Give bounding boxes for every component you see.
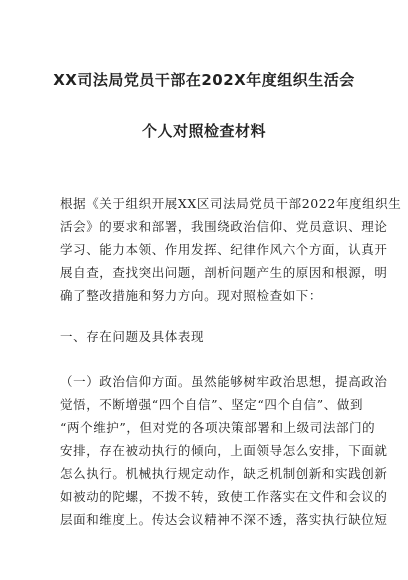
intro-line: 学习、能力本领、作用发挥、纪律作风六个方面，认真开 <box>60 242 388 257</box>
section-line: （一）政治信仰方面。虽然能够树牢政治思想，提高政治 <box>60 374 388 389</box>
section-line: 怎么执行。机械执行规定动作，缺乏机制创新和实践创新 <box>60 466 388 481</box>
section-line: 安排，存在被动执行的倾向，上面领导怎么安排，下面就 <box>60 443 388 458</box>
document-subtitle: 个人对照检查材料 <box>141 122 266 140</box>
document-title: XX司法局党员干部在202X年度组织生活会 <box>53 71 355 89</box>
intro-line: 根据《关于组织开展XX区司法局党员干部2022年度组织生 <box>60 196 402 211</box>
section-line: “两个维护”，但对党的各项决策部署和上级司法部门的 <box>60 420 376 435</box>
intro-line: 活会》的要求和部署，我围绕政治信仰、党员意识、理论 <box>60 219 388 234</box>
section-line: 如被动的陀螺，不拨不转，致使工作落实在文件和会议的 <box>60 489 388 504</box>
intro-line: 展自查，查找突出问题，剖析问题产生的原因和根源，明 <box>60 265 388 280</box>
section-line: 层面和维度上。传达会议精神不深不透，落实执行缺位短 <box>60 512 388 527</box>
intro-line: 确了整改措施和努力方向。现对照检查如下： <box>60 288 323 303</box>
section-line: 觉悟，不断增强“四个自信”、坚定“四个自信”、做到 <box>60 397 364 412</box>
section-heading: 一、存在问题及具体表现 <box>60 329 205 344</box>
